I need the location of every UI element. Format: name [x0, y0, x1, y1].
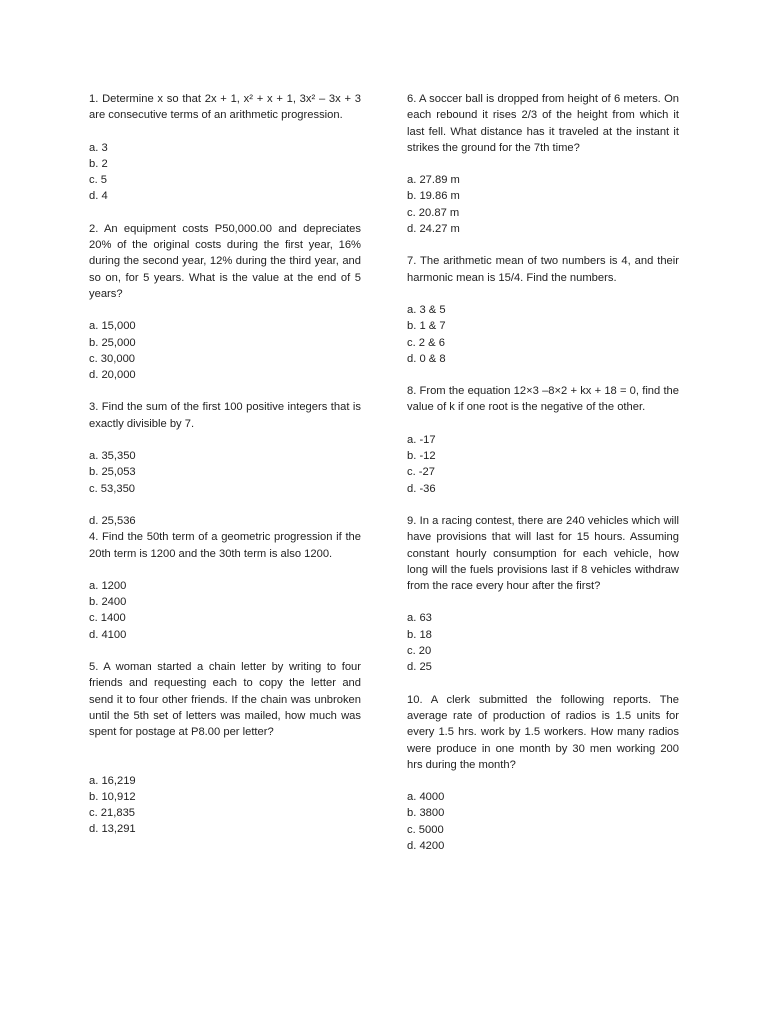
question-3-text: 3. Find the sum of the first 100 positive integers that is exactly divisible by 7.: [89, 401, 361, 430]
option-a: a. 16,219: [89, 774, 136, 787]
option-d: d. -36: [407, 482, 436, 495]
left-column: [89, 91, 361, 854]
question-5-text: 5. A woman started a chain letter by writing to four friends and requesting each to copy the letter and send it to four other friends. If the chain was unbroken until the 5th set of letters was mailed, how much was spent for postage at P8.00 per letter?: [89, 661, 361, 739]
question-3-options: [89, 448, 361, 529]
question-9-options: [407, 610, 679, 675]
question-2-text: 2. An equipment costs P50,000.00 and depreciates 20% of the original costs during the first year, 16% during the second year, 12% during the third year, and so on, for 5 years. What is the value at the end of 5 years?: [89, 222, 361, 300]
option-c: c. 21,835: [89, 807, 136, 820]
option-b: b. 10,912: [89, 790, 136, 803]
option-b: b. 19.86 m: [407, 190, 460, 203]
option-a: a. 15,000: [89, 320, 136, 333]
option-d: d. 13,291: [89, 823, 136, 836]
option-a: a. 27.89 m: [407, 174, 460, 187]
question-9-text: 9. In a racing contest, there are 240 vehicles which will have provisions that will last for 15 hours. Assuming constant hourly consumption for each vehicle, how long will the fuels provisions last if 8 vehicles withdraw from the race every hour after the first?: [407, 514, 679, 593]
option-c: c. 20.87 m: [407, 206, 460, 219]
option-b: b. 2: [89, 157, 108, 170]
option-c: c. 1400: [89, 612, 126, 625]
option-c: c. 5: [89, 174, 108, 187]
question-8-options: [407, 432, 679, 497]
option-a: a. -17: [407, 433, 436, 446]
option-d: d. 0 & 8: [407, 352, 446, 365]
question-10-text: 10. A clerk submitted the following reports. The average rate of production of radios is 1.5 units for every 1.5 hrs. work by 1.5 workers. How many radios were produce in one month by 30 men working 200 hrs during the month?: [407, 693, 679, 771]
option-b: b. 25,053: [89, 466, 136, 479]
option-c: c. 20: [407, 645, 432, 658]
option-b: b. 1 & 7: [407, 320, 446, 333]
option-c: c. 53,350: [89, 482, 136, 495]
right-column: [407, 91, 679, 870]
question-5: [89, 659, 361, 838]
option-b: b. 2400: [89, 596, 127, 609]
question-8-text: 8. From the equation 12×3 –8×2 + kx + 18 = 0, find the value of k if one root is the negative of the other.: [407, 385, 679, 414]
option-d: d. 4: [89, 190, 108, 203]
question-7: [407, 253, 679, 367]
question-3: [89, 399, 361, 529]
option-d: d. 25: [407, 661, 432, 674]
option-c: c. 30,000: [89, 352, 136, 365]
option-d: d. 20,000: [89, 369, 136, 382]
question-1-text: 1. Determine x so that 2x + 1, x² + x + 1, 3x² – 3x + 3 are consecutive terms of an arithmetic progression.: [89, 93, 361, 122]
option-b: b. 3800: [407, 807, 445, 820]
question-1: [89, 91, 361, 205]
option-a: a. 1200: [89, 579, 127, 592]
question-7-text: 7. The arithmetic mean of two numbers is 4, and their harmonic mean is 15/4. Find the numbers.: [407, 255, 679, 284]
option-b: b. 25,000: [89, 336, 136, 349]
question-5-options: [89, 773, 361, 838]
question-9: [407, 513, 679, 676]
question-6-options: [407, 172, 679, 237]
question-10-options: [407, 789, 679, 854]
option-b: b. -12: [407, 450, 436, 463]
option-a: a. 35,350: [89, 450, 136, 463]
blank-line: [89, 497, 361, 513]
question-1-options: [89, 140, 361, 205]
option-a: a. 3 & 5: [407, 303, 446, 316]
option-a: a. 4000: [407, 791, 445, 804]
question-4: [89, 529, 361, 643]
question-10: [407, 692, 679, 855]
question-2: [89, 221, 361, 384]
option-c: c. -27: [407, 466, 435, 479]
question-7-options: [407, 302, 679, 367]
option-c: c. 2 & 6: [407, 336, 445, 349]
question-4-text: 4. Find the 50th term of a geometric progression if the 20th term is 1200 and the 30th term is also 1200.: [89, 531, 361, 560]
question-6-text: 6. A soccer ball is dropped from height of 6 meters. On each rebound it rises 2/3 of the height from which it last fell. What distance has it traveled at the instant it strikes the ground for the 7th time?: [407, 93, 679, 154]
option-c: c. 5000: [407, 823, 444, 836]
option-a: a. 63: [407, 612, 432, 625]
option-d: d. 25,536: [89, 514, 136, 527]
option-b: b. 18: [407, 628, 432, 641]
question-8: [407, 383, 679, 497]
question-2-options: [89, 318, 361, 383]
option-d: d. 24.27 m: [407, 223, 460, 236]
question-6: [407, 91, 679, 237]
option-a: a. 3: [89, 141, 108, 154]
question-4-options: [89, 578, 361, 643]
blank-line: [89, 741, 361, 757]
option-d: d. 4100: [89, 628, 127, 641]
option-d: d. 4200: [407, 839, 445, 852]
